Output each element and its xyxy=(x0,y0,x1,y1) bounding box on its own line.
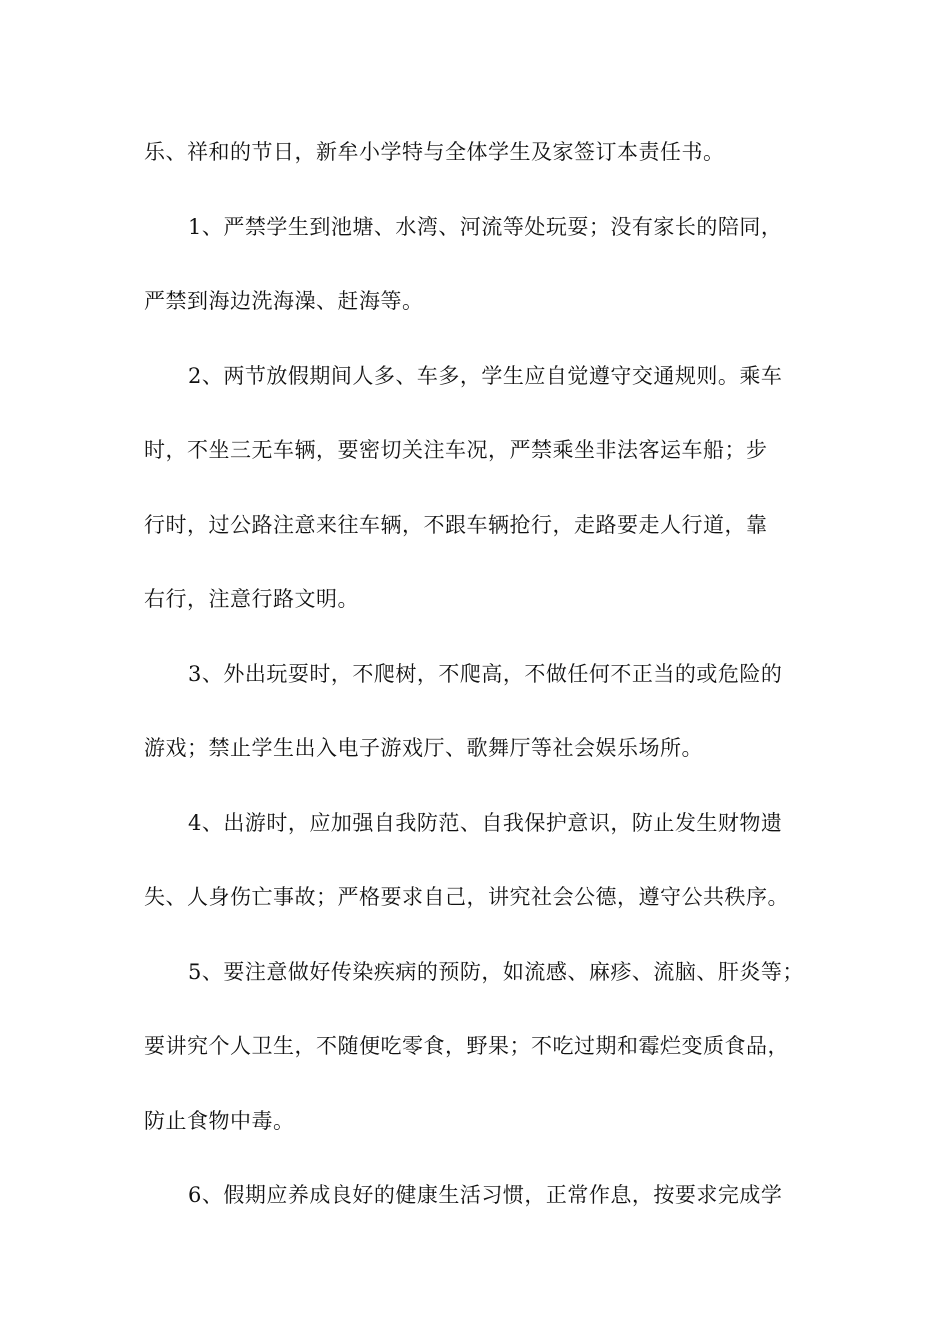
text-line: 4、出游时，应加强自我防范、自我保护意识，防止发生财物遗 xyxy=(188,811,783,835)
text-line: 3、外出玩耍时，不爬树，不爬高，不做任何不正当的或危险的 xyxy=(188,662,783,686)
text-line: 乐、祥和的节日，新牟小学特与全体学生及家签订本责任书。 xyxy=(144,140,725,164)
text-line: 行时，过公路注意来往车辆，不跟车辆抢行，走路要走人行道，靠 xyxy=(144,513,768,537)
text-line: 6、假期应养成良好的健康生活习惯，正常作息，按要求完成学 xyxy=(188,1183,783,1207)
text-line: 2、两节放假期间人多、车多，学生应自觉遵守交通规则。乘车 xyxy=(188,364,783,388)
text-line: 时，不坐三无车辆，要密切关注车况，严禁乘坐非法客运车船；步 xyxy=(144,438,768,462)
text-line: 失、人身伤亡事故；严格要求自己，讲究社会公德，遵守公共秩序。 xyxy=(144,885,789,909)
text-line: 1、严禁学生到池塘、水湾、河流等处玩耍；没有家长的陪同， xyxy=(188,215,783,239)
text-line: 5、要注意做好传染疾病的预防，如流感、麻疹、流脑、肝炎等； xyxy=(188,960,804,984)
text-line: 右行，注意行路文明。 xyxy=(144,587,359,611)
text-line: 游戏；禁止学生出入电子游戏厅、歌舞厅等社会娱乐场所。 xyxy=(144,736,703,760)
text-line: 严禁到海边洗海澡、赶海等。 xyxy=(144,289,424,313)
text-line: 要讲究个人卫生，不随便吃零食，野果；不吃过期和霉烂变质食品， xyxy=(144,1034,789,1058)
text-line: 防止食物中毒。 xyxy=(144,1109,295,1133)
